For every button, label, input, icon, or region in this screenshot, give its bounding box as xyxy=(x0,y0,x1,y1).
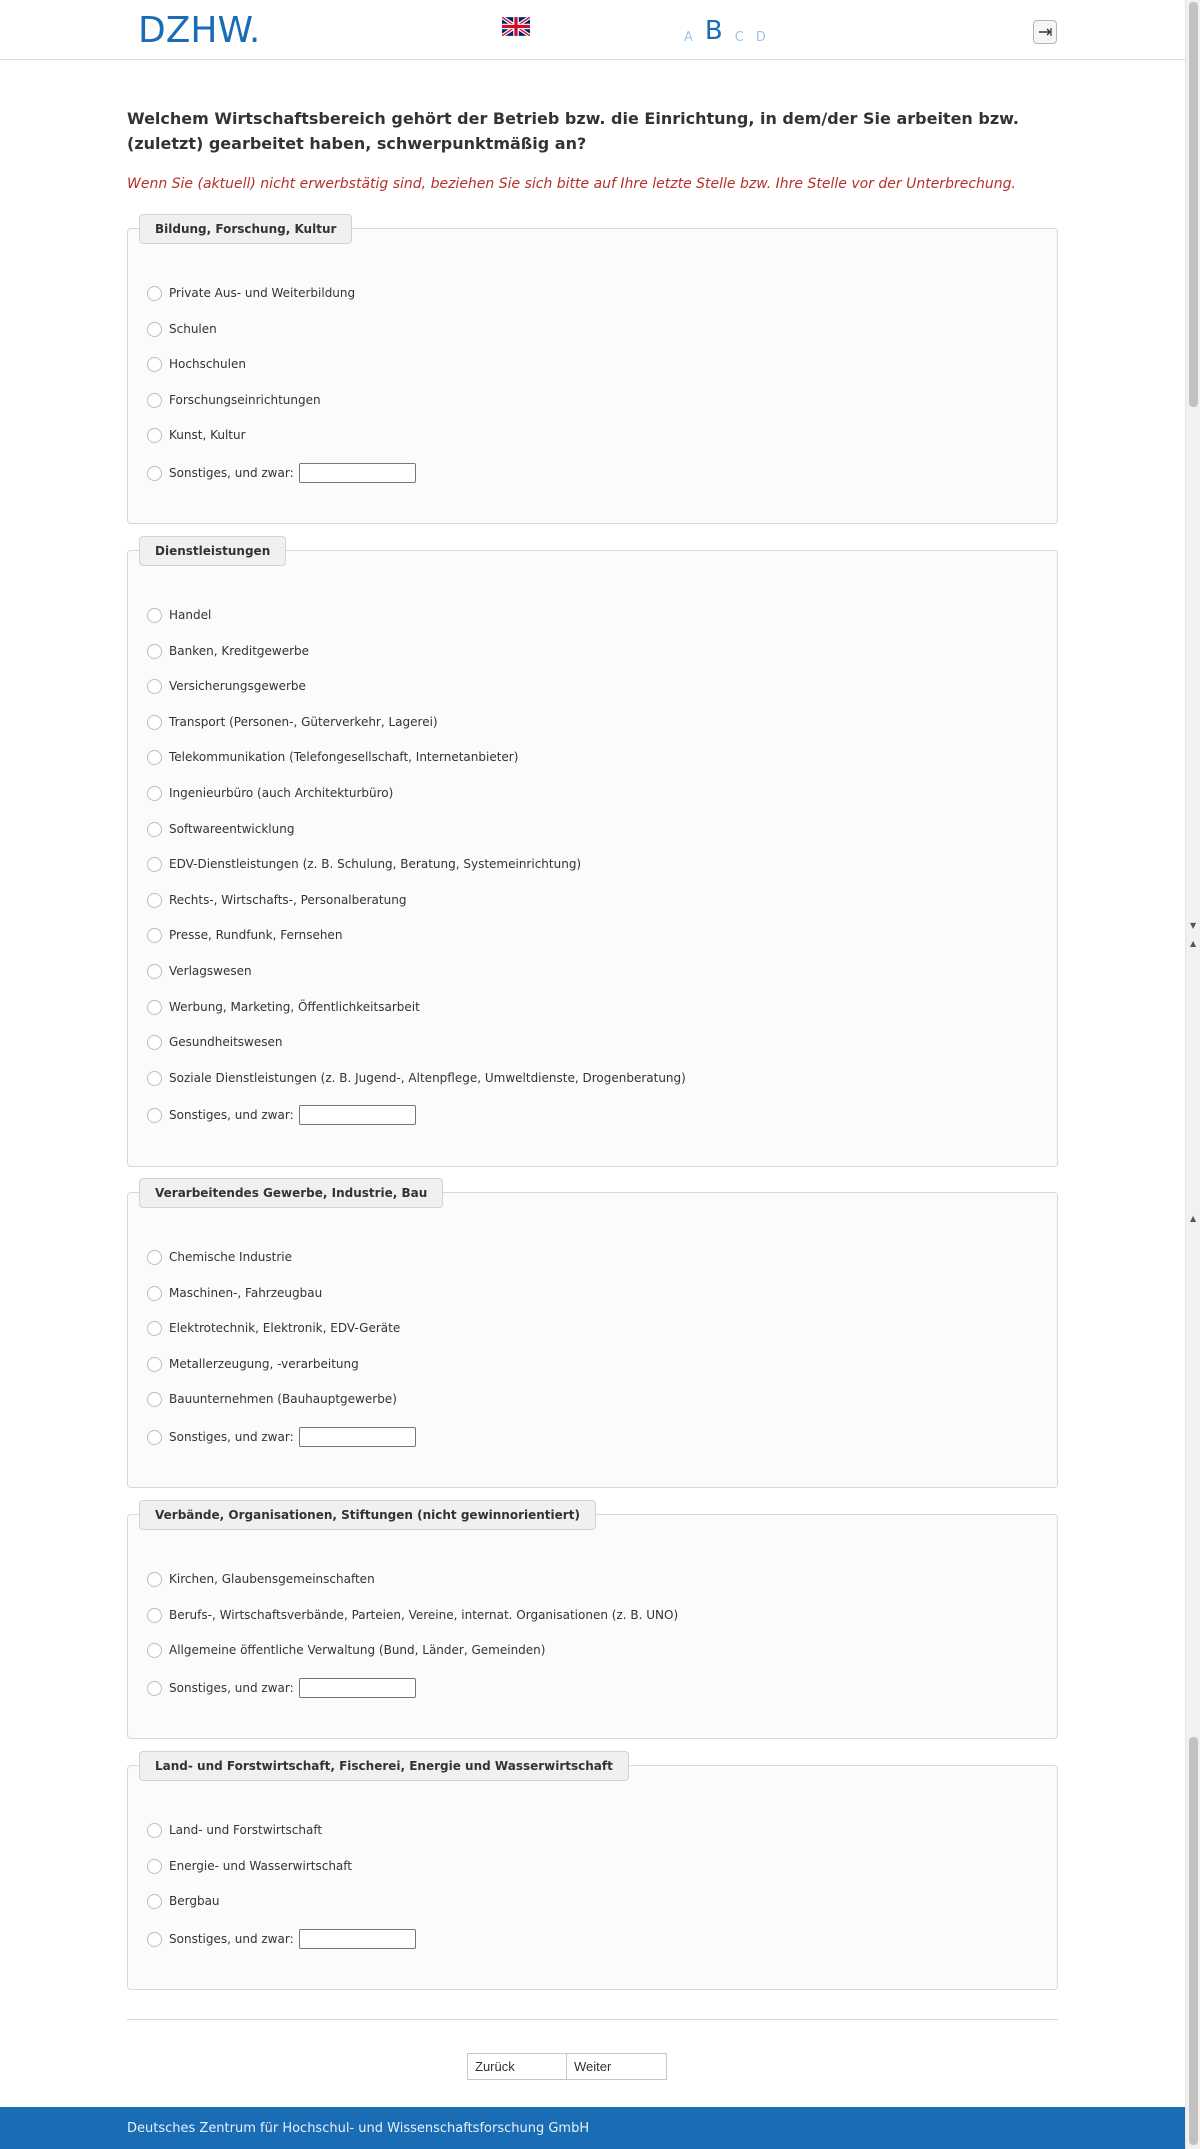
option-label: Maschinen-, Fahrzeugbau xyxy=(169,1286,323,1300)
exit-button[interactable] xyxy=(1033,20,1057,44)
option-label: Kirchen, Glaubensgemeinschaften xyxy=(169,1572,375,1586)
radio-button[interactable] xyxy=(147,893,162,908)
option-label: Transport (Personen-, Güterverkehr, Lagerei) xyxy=(169,715,438,729)
uk-flag-icon[interactable] xyxy=(502,17,530,36)
option-label: Sonstiges, und zwar: xyxy=(169,1932,294,1946)
radio-button[interactable] xyxy=(147,1823,162,1838)
option-land-forstwirtschaft[interactable] xyxy=(147,1820,322,1840)
option-versicherung[interactable] xyxy=(147,676,306,696)
option-private-bildung[interactable] xyxy=(147,283,355,303)
option-energie-wasser[interactable] xyxy=(147,1856,352,1876)
option-label: Forschungseinrichtungen xyxy=(169,393,321,407)
navigation-buttons xyxy=(467,2053,667,2080)
radio-button[interactable] xyxy=(147,1286,162,1301)
option-elektrotechnik[interactable] xyxy=(147,1318,400,1338)
radio-button[interactable] xyxy=(147,750,162,765)
option-label: Ingenieurbüro (auch Architekturbüro) xyxy=(169,786,394,800)
option-sonstiges-gewerbe[interactable] xyxy=(147,1427,416,1447)
radio-button[interactable] xyxy=(147,1108,162,1123)
group-dienstleistungen xyxy=(127,544,1058,1167)
option-kirchen[interactable] xyxy=(147,1569,375,1589)
option-label: Schulen xyxy=(169,322,217,336)
radio-button[interactable] xyxy=(147,1000,162,1015)
group-land-forstwirtschaft xyxy=(127,1759,1058,1990)
step-indicator xyxy=(684,14,766,44)
option-label: Gesundheitswesen xyxy=(169,1035,283,1049)
radio-button[interactable] xyxy=(147,1357,162,1372)
option-label: Kunst, Kultur xyxy=(169,428,246,442)
radio-button[interactable] xyxy=(147,928,162,943)
option-schulen[interactable] xyxy=(147,319,217,339)
radio-button[interactable] xyxy=(147,322,162,337)
radio-button[interactable] xyxy=(147,857,162,872)
step-d: D xyxy=(755,30,766,45)
option-label: Sonstiges, und zwar: xyxy=(169,1430,294,1444)
other-text-input[interactable] xyxy=(299,1105,416,1125)
group-legend: Bildung, Forschung, Kultur xyxy=(139,214,352,244)
option-label: Metallerzeugung, -verarbeitung xyxy=(169,1357,359,1371)
option-label: Handel xyxy=(169,608,212,622)
scrollbar-thumb[interactable] xyxy=(1189,2,1198,407)
option-chemische-industrie[interactable] xyxy=(147,1247,292,1267)
radio-button[interactable] xyxy=(147,679,162,694)
step-a: A xyxy=(684,30,693,45)
scroll-up-arrow-icon[interactable]: ▲ xyxy=(1190,1214,1197,1223)
option-label: Private Aus- und Weiterbildung xyxy=(169,286,356,300)
scrollbar[interactable] xyxy=(1185,0,1200,2149)
option-bergbau[interactable] xyxy=(147,1891,220,1911)
option-sonstiges-verbaende[interactable] xyxy=(147,1678,416,1698)
group-legend: Dienstleistungen xyxy=(139,536,286,566)
radio-button[interactable] xyxy=(147,1035,162,1050)
option-label: Bergbau xyxy=(169,1894,220,1908)
group-bildung xyxy=(127,222,1058,524)
radio-button[interactable] xyxy=(147,286,162,301)
option-metallerzeugung[interactable] xyxy=(147,1354,359,1374)
option-telekommunikation[interactable] xyxy=(147,747,518,767)
option-sonstiges-land[interactable] xyxy=(147,1929,416,1949)
radio-button[interactable] xyxy=(147,1608,162,1623)
radio-button[interactable] xyxy=(147,1321,162,1336)
radio-button[interactable] xyxy=(147,1643,162,1658)
scroll-up-arrow-icon[interactable]: ▲ xyxy=(1190,939,1197,948)
option-bauunternehmen[interactable] xyxy=(147,1389,397,1409)
option-label: Elektrotechnik, Elektronik, EDV-Geräte xyxy=(169,1321,401,1335)
option-label: Energie- und Wasserwirtschaft xyxy=(169,1859,352,1873)
option-label: Land- und Forstwirtschaft xyxy=(169,1823,323,1837)
radio-button[interactable] xyxy=(147,644,162,659)
scrollbar-thumb[interactable] xyxy=(1189,1737,1198,2145)
option-banken[interactable] xyxy=(147,641,309,661)
header xyxy=(0,0,1185,60)
radio-button[interactable] xyxy=(147,1430,162,1445)
option-label: Sonstiges, und zwar: xyxy=(169,1108,294,1122)
option-label: Softwareentwicklung xyxy=(169,822,295,836)
step-c: C xyxy=(734,30,744,45)
option-label: Verlagswesen xyxy=(169,964,252,978)
option-beratung[interactable] xyxy=(147,890,406,910)
radio-button[interactable] xyxy=(147,428,162,443)
option-label: Bauunternehmen (Bauhauptgewerbe) xyxy=(169,1392,397,1406)
option-label: Berufs-, Wirtschaftsverbände, Parteien, Vereine, internat. Organisationen (z. B. UNO) xyxy=(169,1608,679,1622)
option-label: Banken, Kreditgewerbe xyxy=(169,644,310,658)
option-ingenieurbuero[interactable] xyxy=(147,783,393,803)
group-legend: Verbände, Organisationen, Stiftungen (nicht gewinnorientiert) xyxy=(139,1500,596,1530)
group-legend: Verarbeitendes Gewerbe, Industrie, Bau xyxy=(139,1178,443,1208)
option-label: Rechts-, Wirtschafts-, Personalberatung xyxy=(169,893,407,907)
scroll-down-arrow-icon[interactable]: ▼ xyxy=(1190,921,1197,930)
question-title: Welchem Wirtschaftsbereich gehört der Betrieb bzw. die Einrichtung, in dem/der Sie arbeiten bzw. (zuletzt) gearbeitet haben, schwerpunktmäßig an? xyxy=(127,109,1019,153)
radio-button[interactable] xyxy=(147,715,162,730)
option-kunst-kultur[interactable] xyxy=(147,425,246,445)
option-label: Allgemeine öffentliche Verwaltung (Bund, Länder, Gemeinden) xyxy=(169,1643,546,1657)
option-sonstiges-dienstleistungen[interactable] xyxy=(147,1105,416,1125)
radio-button[interactable] xyxy=(147,1859,162,1874)
group-legend: Land- und Forstwirtschaft, Fischerei, Energie und Wasserwirtschaft xyxy=(139,1751,629,1781)
radio-button[interactable] xyxy=(147,1572,162,1587)
other-text-input[interactable] xyxy=(299,1678,416,1698)
option-oeffentliche-verwaltung[interactable] xyxy=(147,1640,545,1660)
back-button[interactable]: Zurück xyxy=(467,2053,567,2080)
option-label: Chemische Industrie xyxy=(169,1250,293,1264)
next-button[interactable]: Weiter xyxy=(567,2053,667,2080)
divider xyxy=(127,2019,1058,2020)
option-presse[interactable] xyxy=(147,925,342,945)
other-text-input[interactable] xyxy=(299,1929,416,1949)
option-label: Sonstiges, und zwar: xyxy=(169,466,294,480)
option-gesundheitswesen[interactable] xyxy=(147,1032,282,1052)
radio-button[interactable] xyxy=(147,357,162,372)
option-forschung[interactable] xyxy=(147,390,321,410)
radio-button[interactable] xyxy=(147,466,162,481)
option-edv-dienstleistungen[interactable] xyxy=(147,854,581,874)
radio-button[interactable] xyxy=(147,1250,162,1265)
option-sonstiges-bildung[interactable] xyxy=(147,463,416,483)
option-label: Soziale Dienstleistungen (z. B. Jugend-, Altenpflege, Umweltdienste, Drogenberatung) xyxy=(169,1071,686,1085)
option-werbung[interactable] xyxy=(147,997,420,1017)
other-text-input[interactable] xyxy=(299,1427,416,1447)
option-label: Presse, Rundfunk, Fernsehen xyxy=(169,928,343,942)
option-label: Sonstiges, und zwar: xyxy=(169,1681,294,1695)
group-verarbeitendes-gewerbe xyxy=(127,1186,1058,1488)
radio-button[interactable] xyxy=(147,1932,162,1947)
radio-button[interactable] xyxy=(147,822,162,837)
radio-button[interactable] xyxy=(147,1392,162,1407)
radio-button[interactable] xyxy=(147,1681,162,1696)
step-b-current: B xyxy=(704,16,723,46)
option-label: Versicherungsgewerbe xyxy=(169,679,306,693)
option-label: Werbung, Marketing, Öffentlichkeitsarbeit xyxy=(169,1000,420,1014)
option-soziale-dienste[interactable] xyxy=(147,1068,686,1088)
radio-button[interactable] xyxy=(147,786,162,801)
option-hochschulen[interactable] xyxy=(147,354,246,374)
group-verbaende xyxy=(127,1508,1058,1739)
radio-button[interactable] xyxy=(147,1894,162,1909)
radio-button[interactable] xyxy=(147,608,162,623)
option-label: EDV-Dienstleistungen (z. B. Schulung, Beratung, Systemeinrichtung) xyxy=(169,857,582,871)
option-label: Hochschulen xyxy=(169,357,246,371)
option-maschinenbau[interactable] xyxy=(147,1283,322,1303)
option-label: Telekommunikation (Telefongesellschaft, Internetanbieter) xyxy=(169,750,519,764)
radio-button[interactable] xyxy=(147,393,162,408)
exit-arrow-icon xyxy=(1038,27,1052,37)
question-hint: Wenn Sie (aktuell) nicht erwerbstätig sind, beziehen Sie sich bitte auf Ihre letzte Stelle bzw. Ihre Stelle vor der Unterbrechung. xyxy=(127,176,1016,192)
option-softwareentwicklung[interactable] xyxy=(147,819,294,839)
footer xyxy=(0,2107,1185,2149)
option-handel[interactable] xyxy=(147,605,211,625)
option-berufsverbaende[interactable] xyxy=(147,1605,678,1625)
dzhw-logo: DZHW. xyxy=(138,10,261,51)
other-text-input[interactable] xyxy=(299,463,416,483)
footer-text: Deutsches Zentrum für Hochschul- und Wissenschaftsforschung GmbH xyxy=(127,2121,590,2136)
option-verlagswesen[interactable] xyxy=(147,961,252,981)
radio-button[interactable] xyxy=(147,1071,162,1086)
radio-button[interactable] xyxy=(147,964,162,979)
option-transport[interactable] xyxy=(147,712,438,732)
